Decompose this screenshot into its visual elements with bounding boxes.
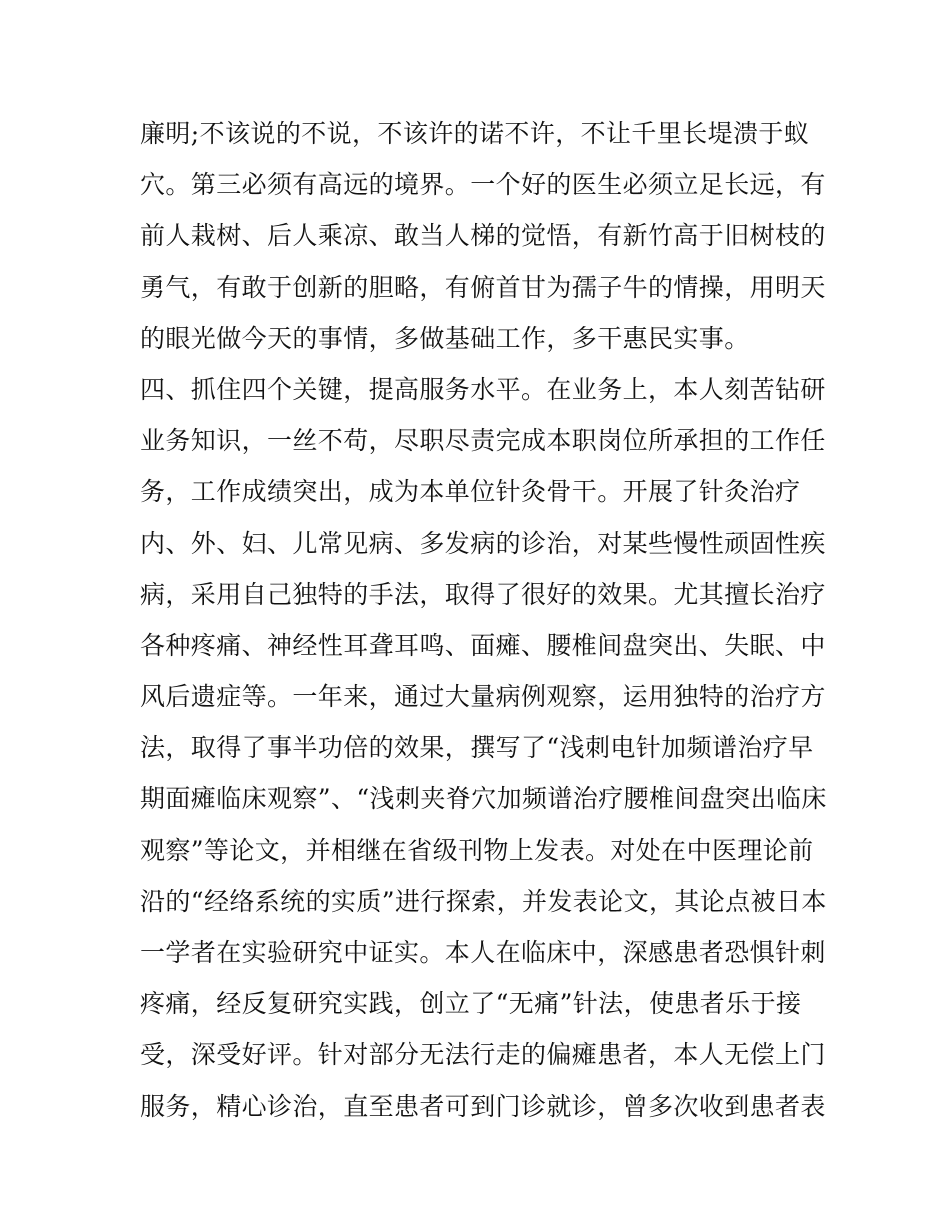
text-line: 服务，精心诊治，直至患者可到门诊就诊，曾多次收到患者表 xyxy=(140,1091,826,1121)
text-line: 期面瘫临床观察”、“浅刺夹脊穴加频谱治疗腰椎间盘突出临床 xyxy=(140,784,827,814)
text-line: 穴。第三必须有高远的境界。一个好的医生必须立足长远，有 xyxy=(140,170,826,200)
text-line: 廉明;不该说的不说，不该许的诺不许，不让千里长堤溃于蚁 xyxy=(140,119,810,148)
text-line: 沿的“经络系统的实质”进行探索，并发表论文，其论点被日本 xyxy=(140,886,827,916)
text-line: 病，采用自己独特的手法，取得了很好的效果。尤其擅长治疗 xyxy=(140,579,826,609)
text-line: 受，深受好评。针对部分无法行走的偏瘫患者，本人无偿上门 xyxy=(140,1040,826,1070)
text-line: 风后遗症等。一年来，通过大量病例观察，运用独特的治疗方 xyxy=(140,682,826,712)
text-line: 疼痛，经反复研究实践，创立了“无痛”针法，使患者乐于接 xyxy=(140,989,802,1019)
body-text xyxy=(140,108,830,1132)
text-line: 各种疼痛、神经性耳聋耳鸣、面瘫、腰椎间盘突出、失眠、中 xyxy=(140,630,826,660)
text-line: 观察”等论文，并相继在省级刊物上发表。对处在中医理论前 xyxy=(140,835,814,865)
text-line: 四、抓住四个关键，提高服务水平。在业务上，本人刻苦钻研 xyxy=(140,374,826,404)
text-line: 务，工作成绩突出，成为本单位针灸骨干。开展了针灸治疗 xyxy=(140,477,801,507)
text-line: 的眼光做今天的事情，多做基础工作，多干惠民实事。 xyxy=(140,323,750,353)
text-line: 法，取得了事半功倍的效果，撰写了“浅刺电针加频谱治疗早 xyxy=(140,733,814,763)
text-line: 内、外、妇、儿常见病、多发病的诊治，对某些慢性顽固性疾 xyxy=(140,528,826,558)
text-line: 勇气，有敢于创新的胆略，有俯首甘为孺子牛的情操，用明天 xyxy=(140,272,826,302)
text-line: 前人栽树、后人乘凉、敢当人梯的觉悟，有新竹高于旧树枝的 xyxy=(140,221,826,251)
text-line: 一学者在实验研究中证实。本人在临床中，深感患者恐惧针刺 xyxy=(140,938,826,967)
text-line: 业务知识，一丝不苟，尽职尽责完成本职岗位所承担的工作任 xyxy=(140,426,826,456)
